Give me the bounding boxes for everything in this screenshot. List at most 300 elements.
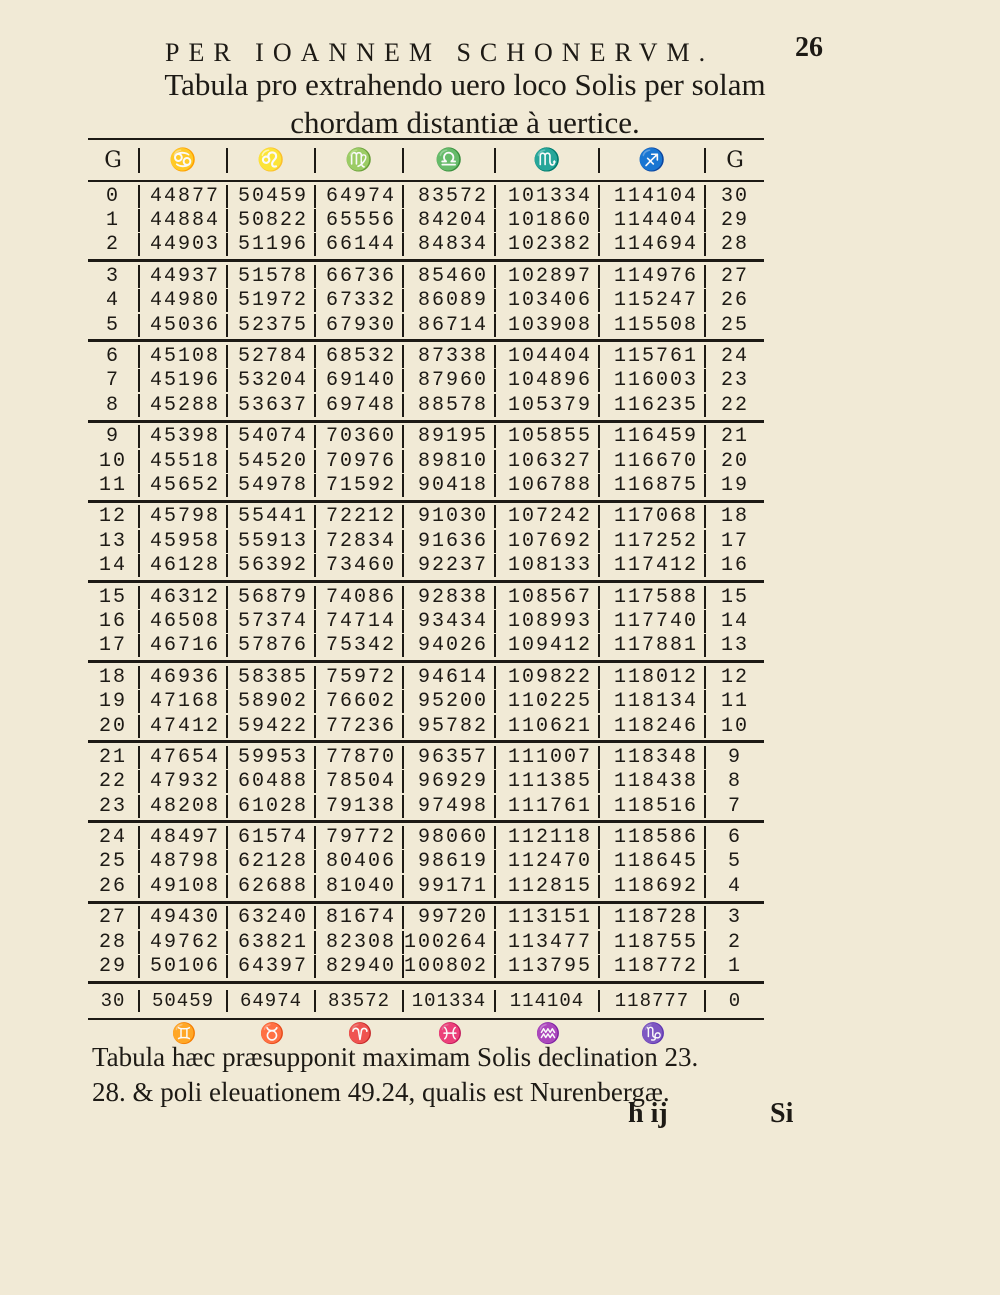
table-cell: 73460	[316, 554, 404, 577]
table-cell: 105855	[496, 425, 600, 448]
table-cell: 96929	[404, 770, 496, 793]
table-cell: 50106	[140, 955, 228, 978]
table-cell: 45036	[140, 314, 228, 337]
table-cell: 83572	[404, 185, 496, 208]
table-row	[88, 954, 764, 978]
table-cell: 14	[720, 609, 749, 633]
table-cell: 80406	[316, 850, 404, 873]
table-cell: 92838	[404, 586, 496, 609]
table-cell: 72212	[316, 505, 404, 528]
table-cell: 91030	[404, 505, 496, 528]
table-cell: 114694	[600, 233, 706, 256]
table-cell: 1	[88, 209, 140, 232]
table-cell: 84834	[404, 233, 496, 256]
zodiac-sign-label: ♒	[535, 1020, 561, 1045]
column-header-0: G	[88, 148, 140, 173]
table-title	[135, 66, 795, 142]
table-cell: 29	[720, 209, 749, 233]
table-cell: 86089	[404, 289, 496, 312]
table-cell: 100802	[404, 955, 496, 978]
table-cell: 92237	[404, 554, 496, 577]
table-cell: 113477	[496, 931, 600, 954]
table-cell: 44980	[140, 289, 228, 312]
table-cell: 100264	[404, 931, 496, 954]
table-row	[88, 313, 764, 337]
table-cell: 5	[88, 314, 140, 337]
table-cell: 81674	[316, 906, 404, 929]
zodiac-sign-label: ♊	[171, 1020, 197, 1045]
table-cell: 112470	[496, 850, 600, 873]
table-cell: 3	[727, 906, 742, 930]
table-cell: 79138	[316, 795, 404, 818]
table-row-group	[88, 743, 764, 823]
table-cell: 115761	[600, 345, 706, 368]
table-cell: 106327	[496, 450, 600, 473]
table-body	[88, 182, 764, 984]
signature-mark: h ij	[628, 1098, 668, 1129]
table-row	[88, 689, 764, 713]
table-cell: 93434	[404, 610, 496, 633]
table-cell: 49108	[140, 875, 228, 898]
table-cell: 118012	[600, 666, 706, 689]
footnote-line-1: Tabula hæc præsupponit maximam Solis declination 23.	[92, 1042, 699, 1072]
table-cell: 94026	[404, 634, 496, 657]
table-cell: 17	[720, 529, 749, 553]
table-cell: 4	[88, 289, 140, 312]
table-cell: 118777	[600, 990, 706, 1012]
table-cell: 70976	[316, 450, 404, 473]
table-cell: 116459	[600, 425, 706, 448]
table-cell: 63821	[228, 931, 316, 954]
table-cell: 116670	[600, 450, 706, 473]
table-cell: 52784	[228, 345, 316, 368]
table-row	[88, 369, 764, 393]
table-row	[88, 233, 764, 257]
table-cell: 9	[88, 425, 140, 448]
table-cell: 99720	[404, 906, 496, 929]
table-row	[88, 634, 764, 658]
table-cell: 6	[88, 345, 140, 368]
table-row	[88, 208, 764, 232]
table-cell: 44903	[140, 233, 228, 256]
column-header-5: ♏	[496, 148, 600, 173]
footnote	[92, 1040, 812, 1110]
table-cell: 67930	[316, 314, 404, 337]
table-cell: 115247	[600, 289, 706, 312]
table-cell: 17	[88, 634, 140, 657]
table-cell: 27	[88, 906, 140, 929]
table-cell: 117252	[600, 530, 706, 553]
table-cell: 110225	[496, 690, 600, 713]
table-header-row	[88, 140, 764, 182]
table-cell: 70360	[316, 425, 404, 448]
table-cell: 47654	[140, 746, 228, 769]
catchword: Si	[770, 1098, 794, 1129]
table-cell: 59953	[228, 746, 316, 769]
table-cell: 51972	[228, 289, 316, 312]
table-cell: 107242	[496, 505, 600, 528]
table-cell: 108993	[496, 610, 600, 633]
table-cell: 2	[727, 930, 742, 954]
table-row	[88, 473, 764, 497]
table-cell: 59422	[228, 715, 316, 738]
table-cell: 63240	[228, 906, 316, 929]
table-cell: 118772	[600, 955, 706, 978]
table-cell: 97498	[404, 795, 496, 818]
table-cell: 13	[88, 530, 140, 553]
table-cell: 3	[88, 265, 140, 288]
table-row	[88, 930, 764, 954]
table-cell: 47168	[140, 690, 228, 713]
table-cell: 62688	[228, 875, 316, 898]
table-cell: 95782	[404, 715, 496, 738]
table-cell: 76602	[316, 690, 404, 713]
table-cell: 25	[720, 313, 749, 337]
table-row	[88, 393, 764, 417]
table-cell: 66144	[316, 233, 404, 256]
table-cell: 8	[727, 770, 742, 794]
table-cell: 118438	[600, 770, 706, 793]
table-cell: 22	[720, 393, 749, 417]
table-cell: 11	[88, 474, 140, 497]
table-cell: 19	[720, 473, 749, 497]
table-row	[88, 289, 764, 313]
column-header-6: ♐	[600, 148, 706, 173]
table-cell: 45288	[140, 394, 228, 417]
table-cell: 15	[720, 585, 749, 609]
table-cell: 118586	[600, 826, 706, 849]
column-header-4: ♎	[404, 148, 496, 173]
table-cell: 16	[720, 554, 749, 578]
table-cell: 114104	[496, 990, 600, 1012]
table-row-group	[88, 262, 764, 342]
table-cell: 44937	[140, 265, 228, 288]
table-cell: 45518	[140, 450, 228, 473]
table-cell: 55913	[228, 530, 316, 553]
table-row	[88, 794, 764, 818]
table-cell: 7	[88, 369, 140, 392]
running-head: PER IOANNEM SCHONERVM.	[165, 38, 715, 67]
table-cell: 118728	[600, 906, 706, 929]
table-row	[88, 184, 764, 208]
table-cell: 116235	[600, 394, 706, 417]
zodiac-sign-label: ♈	[347, 1020, 373, 1045]
table-row	[88, 529, 764, 553]
table-cell: 109412	[496, 634, 600, 657]
table-cell: 19	[88, 690, 140, 713]
table-row	[88, 609, 764, 633]
table-cell: 98619	[404, 850, 496, 873]
table-cell: 50459	[140, 990, 228, 1012]
table-row	[88, 770, 764, 794]
table-cell: 44884	[140, 209, 228, 232]
table-row-group	[88, 904, 764, 984]
table-cell: 118348	[600, 746, 706, 769]
table-cell: 30	[720, 184, 749, 208]
table-cell: 117412	[600, 554, 706, 577]
table-cell: 48497	[140, 826, 228, 849]
table-cell: 116003	[600, 369, 706, 392]
table-cell: 118692	[600, 875, 706, 898]
table-cell: 111761	[496, 795, 600, 818]
table-cell: 9	[727, 745, 742, 769]
table-row-group	[88, 823, 764, 903]
table-cell: 21	[88, 746, 140, 769]
table-cell: 86714	[404, 314, 496, 337]
table-cell: 45196	[140, 369, 228, 392]
table-row-group	[88, 663, 764, 743]
table-row	[88, 714, 764, 738]
table-cell: 30	[88, 990, 140, 1012]
table-cell: 85460	[404, 265, 496, 288]
table-cell: 25	[88, 850, 140, 873]
table-cell: 87960	[404, 369, 496, 392]
table-cell: 109822	[496, 666, 600, 689]
table-row-group	[88, 503, 764, 583]
table-cell: 99171	[404, 875, 496, 898]
table-cell: 66736	[316, 265, 404, 288]
table-cell: 47412	[140, 715, 228, 738]
table-cell: 74714	[316, 610, 404, 633]
table-cell: 103406	[496, 289, 600, 312]
table-cell: 105379	[496, 394, 600, 417]
table-cell: 48798	[140, 850, 228, 873]
table-row	[88, 449, 764, 473]
table-cell: 28	[88, 931, 140, 954]
table-cell: 58902	[228, 690, 316, 713]
table-cell: 68532	[316, 345, 404, 368]
table-cell: 91636	[404, 530, 496, 553]
table-cell: 58385	[228, 666, 316, 689]
table-cell: 49430	[140, 906, 228, 929]
table-cell: 0	[88, 185, 140, 208]
table-cell: 5	[727, 850, 742, 874]
table-cell: 117740	[600, 610, 706, 633]
table-cell: 101334	[404, 990, 496, 1012]
table-cell: 0	[728, 989, 742, 1012]
table-cell: 46128	[140, 554, 228, 577]
column-header-3: ♍	[316, 148, 404, 173]
column-header-2: ♌	[228, 148, 316, 173]
table-cell: 54520	[228, 450, 316, 473]
table-cell: 57374	[228, 610, 316, 633]
table-cell: 46312	[140, 586, 228, 609]
zodiac-sign-label: ♑	[640, 1020, 666, 1045]
table-row	[88, 425, 764, 449]
zodiac-sign-label: ♓	[437, 1020, 463, 1045]
table-cell: 20	[720, 449, 749, 473]
table-cell: 82940	[316, 955, 404, 978]
table-cell: 51196	[228, 233, 316, 256]
table-cell: 7	[727, 794, 742, 818]
table-row	[88, 505, 764, 529]
table-cell: 64974	[316, 185, 404, 208]
table-cell: 77236	[316, 715, 404, 738]
table-cell: 45652	[140, 474, 228, 497]
table-cell: 95200	[404, 690, 496, 713]
table-cell: 79772	[316, 826, 404, 849]
table-cell: 64974	[228, 990, 316, 1012]
table-cell: 12	[88, 505, 140, 528]
table-cell: 87338	[404, 345, 496, 368]
table-cell: 83572	[316, 990, 404, 1012]
table-cell: 111007	[496, 746, 600, 769]
table-row-group	[88, 342, 764, 422]
table-cell: 118755	[600, 931, 706, 954]
table-cell: 82308	[316, 931, 404, 954]
table-cell: 78504	[316, 770, 404, 793]
table-cell: 44877	[140, 185, 228, 208]
table-cell: 113151	[496, 906, 600, 929]
title-line-1: Tabula pro extrahendo uero loco Solis per solam	[164, 67, 766, 102]
table-row	[88, 553, 764, 577]
table-cell: 18	[88, 666, 140, 689]
title-line-2: chordam distantiæ à uertice.	[290, 105, 640, 140]
table-cell: 88578	[404, 394, 496, 417]
table-cell: 45798	[140, 505, 228, 528]
table-cell: 108567	[496, 586, 600, 609]
table-cell: 45958	[140, 530, 228, 553]
table-cell: 61028	[228, 795, 316, 818]
page-number: 26	[795, 32, 823, 63]
table-cell: 101334	[496, 185, 600, 208]
table-cell: 67332	[316, 289, 404, 312]
table-cell: 54074	[228, 425, 316, 448]
table-row	[88, 264, 764, 288]
sun-position-table	[88, 138, 764, 1046]
table-cell: 10	[720, 714, 749, 738]
table-cell: 6	[727, 826, 742, 850]
table-cell: 96357	[404, 746, 496, 769]
table-cell: 110621	[496, 715, 600, 738]
table-cell: 69748	[316, 394, 404, 417]
table-row	[88, 874, 764, 898]
table-cell: 98060	[404, 826, 496, 849]
table-cell: 107692	[496, 530, 600, 553]
table-cell: 24	[720, 345, 749, 369]
table-cell: 26	[88, 875, 140, 898]
table-row-group	[88, 423, 764, 503]
table-cell: 4	[727, 874, 742, 898]
table-cell: 108133	[496, 554, 600, 577]
table-cell: 46508	[140, 610, 228, 633]
table-cell: 20	[88, 715, 140, 738]
table-cell: 51578	[228, 265, 316, 288]
table-cell: 16	[88, 610, 140, 633]
table-cell: 21	[720, 425, 749, 449]
table-cell: 53204	[228, 369, 316, 392]
table-row-group	[88, 182, 764, 262]
table-cell: 104896	[496, 369, 600, 392]
table-cell: 45108	[140, 345, 228, 368]
table-cell: 112815	[496, 875, 600, 898]
table-cell: 117881	[600, 634, 706, 657]
table-cell: 114404	[600, 209, 706, 232]
table-row	[88, 585, 764, 609]
table-cell: 94614	[404, 666, 496, 689]
table-cell: 81040	[316, 875, 404, 898]
table-cell: 101860	[496, 209, 600, 232]
table-cell: 18	[720, 505, 749, 529]
table-cell: 49762	[140, 931, 228, 954]
table-cell: 62128	[228, 850, 316, 873]
table-cell: 50459	[228, 185, 316, 208]
table-cell: 89810	[404, 450, 496, 473]
table-cell: 55441	[228, 505, 316, 528]
table-final-row	[88, 984, 764, 1020]
table-cell: 114104	[600, 185, 706, 208]
table-cell: 77870	[316, 746, 404, 769]
table-cell: 90418	[404, 474, 496, 497]
table-cell: 27	[720, 264, 749, 288]
table-cell: 69140	[316, 369, 404, 392]
table-row	[88, 745, 764, 769]
table-cell: 113795	[496, 955, 600, 978]
table-cell: 22	[88, 770, 140, 793]
table-row	[88, 906, 764, 930]
table-cell: 60488	[228, 770, 316, 793]
table-cell: 13	[720, 634, 749, 658]
table-row-group	[88, 583, 764, 663]
table-cell: 111385	[496, 770, 600, 793]
table-cell: 116875	[600, 474, 706, 497]
table-cell: 75972	[316, 666, 404, 689]
table-cell: 29	[88, 955, 140, 978]
table-cell: 56392	[228, 554, 316, 577]
table-cell: 47932	[140, 770, 228, 793]
table-cell: 61574	[228, 826, 316, 849]
table-cell: 114976	[600, 265, 706, 288]
table-cell: 103908	[496, 314, 600, 337]
table-cell: 48208	[140, 795, 228, 818]
table-cell: 57876	[228, 634, 316, 657]
table-cell: 50822	[228, 209, 316, 232]
column-header-7: G	[726, 147, 744, 173]
table-cell: 46716	[140, 634, 228, 657]
table-cell: 64397	[228, 955, 316, 978]
table-cell: 74086	[316, 586, 404, 609]
table-cell: 14	[88, 554, 140, 577]
table-cell: 1	[727, 955, 742, 979]
table-cell: 26	[720, 289, 749, 313]
table-cell: 23	[720, 369, 749, 393]
table-cell: 104404	[496, 345, 600, 368]
table-cell: 102382	[496, 233, 600, 256]
table-cell: 106788	[496, 474, 600, 497]
column-header-1: ♋	[140, 148, 228, 173]
table-cell: 52375	[228, 314, 316, 337]
table-cell: 84204	[404, 209, 496, 232]
table-cell: 12	[720, 665, 749, 689]
table-cell: 15	[88, 586, 140, 609]
table-cell: 23	[88, 795, 140, 818]
table-cell: 71592	[316, 474, 404, 497]
table-cell: 102897	[496, 265, 600, 288]
table-cell: 8	[88, 394, 140, 417]
table-cell: 118645	[600, 850, 706, 873]
table-cell: 117068	[600, 505, 706, 528]
table-cell: 53637	[228, 394, 316, 417]
table-cell: 118246	[600, 715, 706, 738]
table-cell: 46936	[140, 666, 228, 689]
table-row	[88, 850, 764, 874]
table-row	[88, 825, 764, 849]
table-row	[88, 665, 764, 689]
table-cell: 24	[88, 826, 140, 849]
table-cell: 65556	[316, 209, 404, 232]
table-cell: 2	[88, 233, 140, 256]
table-cell: 89195	[404, 425, 496, 448]
